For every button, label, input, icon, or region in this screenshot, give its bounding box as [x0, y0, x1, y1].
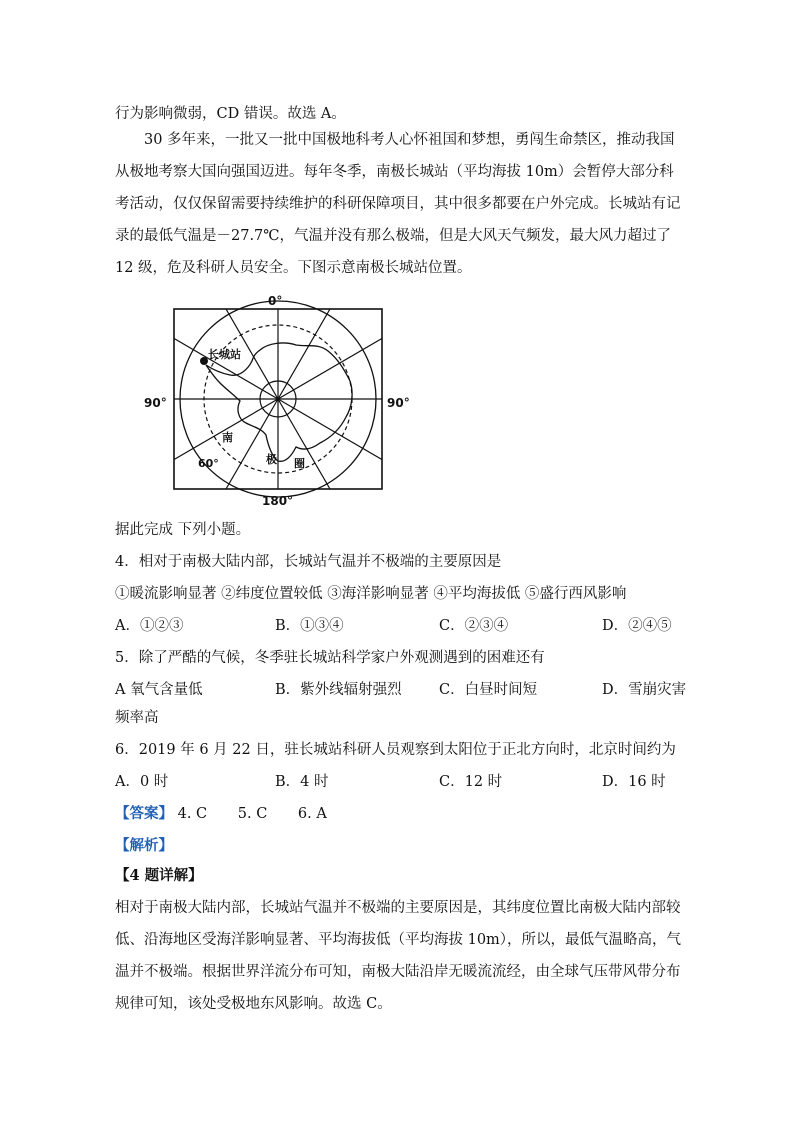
intro-line: 行为影响微弱，CD 错误。故选 A。 — [115, 106, 346, 122]
question-4-statements: ①暖流影响显著 ②纬度位置较低 ③海洋影响显著 ④平均海拔低 ⑤盛行西风影响 — [115, 586, 627, 602]
option: C．②③④ — [439, 618, 509, 634]
label-top: 0° — [268, 295, 283, 308]
option: D．雪崩灾害 — [602, 682, 687, 698]
question-4-stem: 4．相对于南极大陆内部，长城站气温并不极端的主要原因是 — [115, 554, 502, 570]
station-marker-icon — [200, 357, 208, 365]
answer-line — [115, 804, 353, 824]
question-6-options — [115, 772, 685, 792]
option: B．4 时 — [275, 774, 329, 790]
option: A．0 时 — [115, 774, 169, 790]
option: C．白昼时间短 — [439, 682, 538, 698]
meridian-line — [278, 399, 388, 463]
map-label-right: 90° — [387, 396, 410, 410]
answer-value: 6. A — [297, 806, 327, 822]
label-circle-2: 极 — [266, 453, 277, 466]
answer-label: 【答案】 — [115, 805, 173, 822]
answer-value: 5. C — [237, 806, 268, 822]
meridian-line — [278, 399, 330, 489]
answer-value: 4. C — [177, 806, 208, 822]
option: A 氧气含量低 — [115, 682, 203, 698]
map-label-left: 90° — [144, 396, 167, 410]
option: D．16 时 — [602, 774, 666, 790]
question-5-option-continuation: 频率高 — [115, 710, 159, 726]
question-4-options — [115, 616, 685, 636]
meridian-line — [168, 335, 278, 399]
option: B．紫外线辐射强烈 — [275, 682, 402, 698]
antarctic-map — [168, 295, 388, 507]
option: A．①②③ — [115, 618, 184, 634]
option: D．②④⑤ — [602, 618, 672, 634]
q4-detail-label: 【4 题详解】 — [115, 867, 203, 884]
meridian-line — [226, 399, 278, 489]
question-5-stem: 5．除了严酷的气候，冬季驻长城站科学家户外观测遇到的困难还有 — [115, 650, 545, 666]
label-bottom: 180° — [262, 494, 294, 507]
analysis-label: 【解析】 — [115, 837, 173, 854]
q4-detail-paragraph — [115, 892, 685, 1020]
meridian-line — [278, 309, 330, 399]
intro-paragraph-text: 30 多年来，一批又一批中国极地科考人心怀祖国和梦想，勇闯生命禁区，推动我国从极地考察大国向强国迈进。每年冬季，南极长城站（平均海拔 10m）会暂停大部分科考活动，仅仅保留需要持续维护的科研保障项目，其中很多都要在户外完成。长城站有记录的最低气温是－27.7℃，气温并没有那么极端，但是大风天气频发，最大风力超过了 12 级，危及科研人员安全。下图示意南极长城站位置。 — [115, 132, 681, 276]
option: C．12 时 — [439, 774, 503, 790]
question-5-options — [115, 680, 685, 700]
label-circle-3: 圈 — [294, 457, 305, 470]
label-lat: 60° — [198, 457, 219, 470]
intro-paragraph — [115, 124, 685, 284]
question-6-stem: 6．2019 年 6 月 22 日，驻长城站科研人员观察到太阳位于正北方向时，北京时间约为 — [115, 742, 676, 758]
label-station: 长城站 — [208, 348, 241, 361]
prompt: 据此完成 下列小题。 — [115, 522, 251, 538]
label-circle-1: 南 — [222, 431, 233, 444]
option: B．①③④ — [275, 618, 344, 634]
q4-detail-text: 相对于南极大陆内部，长城站气温并不极端的主要原因是，其纬度位置比南极大陆内部较低、沿海地区受海洋影响显著、平均海拔低（平均海拔 10m），所以，最低气温略高，气温并不极端。根据世界洋流分布可知，南极大陆沿岸无暖流流经，由全球气压带风带分布规律可知，该处受极地东风影响。故选 C。 — [115, 900, 682, 1012]
